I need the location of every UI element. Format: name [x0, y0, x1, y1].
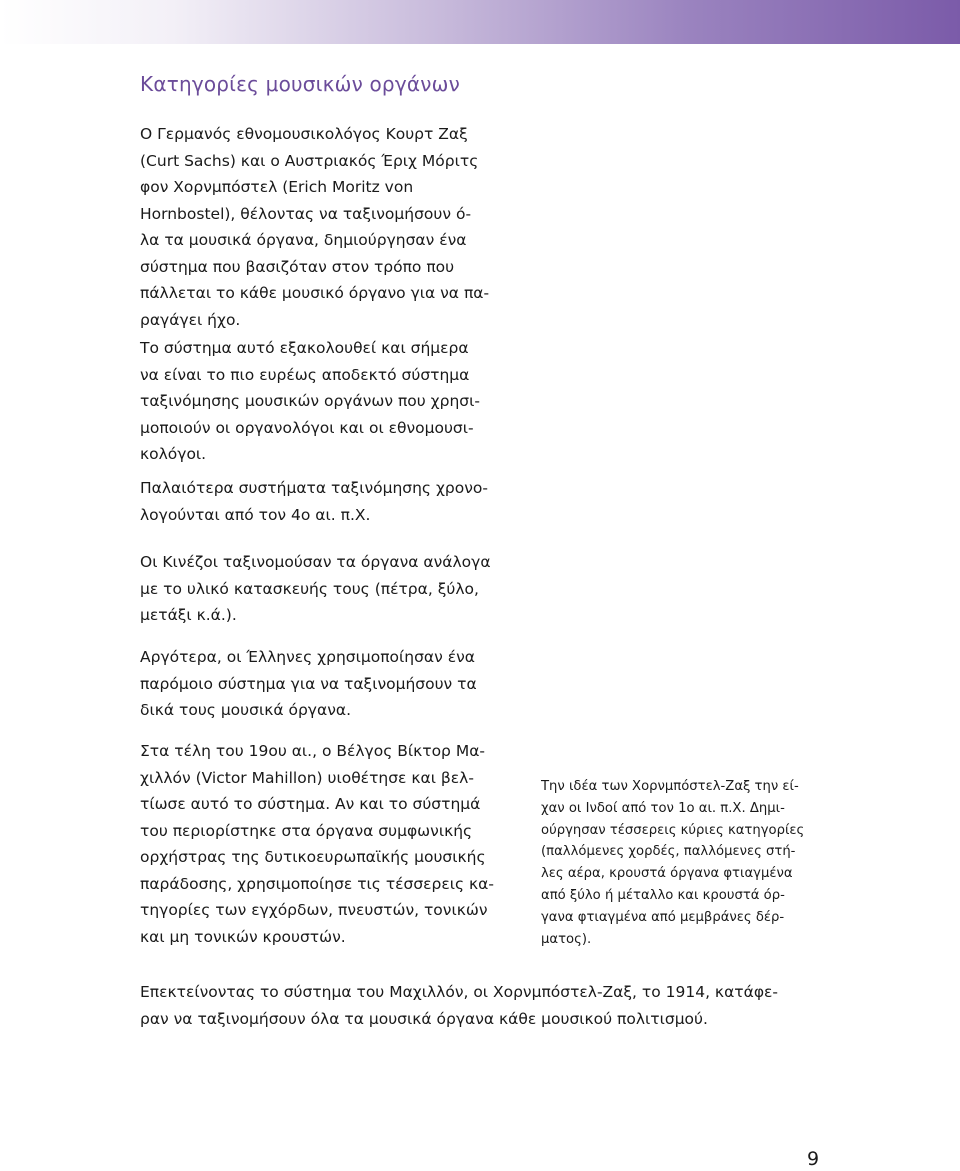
text-line: Αργότερα, οι Έλληνες χρησιμοποίησαν ένα	[140, 648, 475, 666]
text-line: μοποιούν οι οργανολόγοι και οι εθνομουσι-	[140, 418, 474, 437]
side-note-line: γανα φτιαγμένα από μεμβράνες δέρ-	[541, 909, 785, 925]
text-line: και μη τονικών κρουστών.	[140, 927, 346, 946]
text-line: λα τα μουσικά όργανα, δημιούργησαν ένα	[140, 231, 467, 249]
text-line: Στα τέλη του 19ου αι., ο Βέλγος Βίκτορ Μα-	[140, 742, 486, 760]
text-line: φον Χορνμπόστελ (Erich Moritz von	[140, 178, 414, 196]
text-line: ραγάγει ήχο.	[140, 310, 241, 329]
text-line: Επεκτείνοντας το σύστημα του Μαχιλλόν, οι Χορνμπόστελ-Ζαξ, το 1914, κατάφε-	[140, 983, 779, 1001]
text-line: μετάξι κ.ά.).	[140, 606, 237, 624]
side-note-line: ματος).	[541, 931, 592, 947]
paragraph-4	[140, 549, 491, 629]
text-line: λογούνται από τον 4ο αι. π.Χ.	[140, 505, 371, 524]
text-line: τίωσε αυτό το σύστημα. Αν και το σύστημά	[140, 795, 481, 813]
side-note	[541, 776, 831, 950]
text-line: δικά τους μουσικά όργανα.	[140, 701, 351, 719]
side-note-line: Την ιδέα των Χορνμπόστελ-Ζαξ την εί-	[541, 779, 799, 794]
side-note-line: ούργησαν τέσσερεις κύριες κατηγορίες	[541, 822, 805, 838]
text-line: με το υλικό κατασκευής τους (πέτρα, ξύλο,	[140, 579, 479, 598]
paragraph-1	[140, 121, 489, 333]
text-line: (Curt Sachs) και ο Αυστριακός Έριχ Μόριτς	[140, 151, 479, 170]
text-line: Οι Κινέζοι ταξινομούσαν τα όργανα ανάλογα	[140, 553, 491, 571]
text-line: ορχήστρας της δυτικοευρωπαϊκής μουσικής	[140, 848, 486, 866]
text-line: πάλλεται το κάθε μουσικό όργανο για να πα-	[140, 284, 490, 302]
header-gradient-band	[0, 0, 960, 44]
text-line: ταξινόμησης μουσικών οργάνων που χρησι-	[140, 392, 480, 410]
paragraph-6	[140, 738, 494, 950]
paragraph-7	[140, 979, 778, 1032]
page-number: 9	[807, 1148, 820, 1170]
paragraph-3	[140, 475, 488, 528]
paragraph-2	[140, 335, 480, 468]
text-line: χιλλόν (Victor Mahillon) υιοθέτησε και βελ-	[140, 768, 474, 787]
text-line: τηγορίες των εγχόρδων, πνευστών, τονικών	[140, 901, 488, 919]
text-line: Hornbostel), θέλοντας να ταξινομήσουν ό-	[140, 204, 472, 223]
text-line: παράδοσης, χρησιμοποίησε τις τέσσερεις κα-	[140, 874, 494, 893]
side-note-line: χαν οι Ινδοί από τον 1ο αι. π.Χ. Δημι-	[541, 800, 785, 816]
side-note-line: (παλλόμενες χορδές, παλλόμενες στή-	[541, 844, 796, 860]
side-note-line: από ξύλο ή μέταλλο και κρουστά όρ-	[541, 887, 785, 903]
side-note-line: λες αέρα, κρουστά όργανα φτιαγμένα	[541, 866, 793, 882]
text-line: Παλαιότερα συστήματα ταξινόμησης χρονο-	[140, 479, 488, 497]
page-title: Κατηγορίες μουσικών οργάνων	[140, 72, 460, 96]
paragraph-5	[140, 644, 477, 724]
text-line: ραν να ταξινομήσουν όλα τα μουσικά όργανα κάθε μουσικού πολιτισμού.	[140, 1009, 708, 1028]
text-line: του περιορίστηκε στα όργανα συμφωνικής	[140, 821, 473, 840]
text-line: Το σύστημα αυτό εξακολουθεί και σήμερα	[140, 339, 469, 357]
text-line: κολόγοι.	[140, 445, 207, 463]
text-line: σύστημα που βασιζόταν στον τρόπο που	[140, 257, 455, 276]
text-line: Ο Γερμανός εθνομουσικολόγος Κουρτ Ζαξ	[140, 125, 468, 143]
text-line: να είναι το πιο ευρέως αποδεκτό σύστημα	[140, 365, 470, 384]
text-line: παρόμοιο σύστημα για να ταξινομήσουν τα	[140, 674, 477, 693]
